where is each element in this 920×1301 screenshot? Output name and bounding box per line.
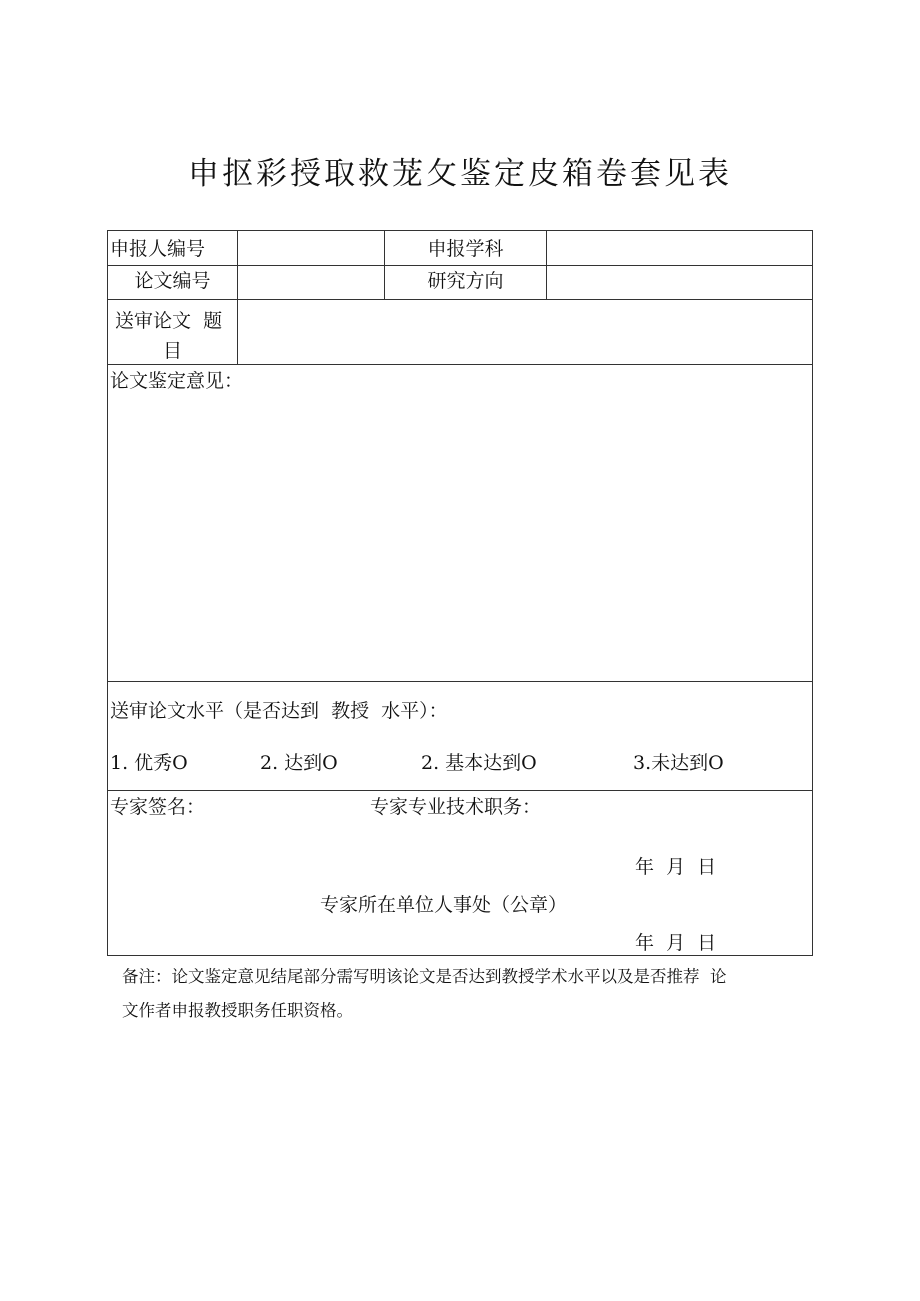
paper-number-field[interactable] [239, 267, 383, 297]
paper-title-label-cont: 目 [162, 340, 182, 362]
applicant-number-label: 申报人编号 [110, 238, 206, 260]
opinion-text-area[interactable] [110, 397, 810, 679]
applicant-number-field[interactable] [239, 234, 383, 264]
review-form-table [107, 230, 813, 956]
level-option-reached[interactable]: 2. 达到O [260, 752, 338, 774]
row-divider [108, 299, 812, 300]
level-question: 送审论文水平（是否达到 教授 水平）： [110, 700, 448, 722]
subject-label: 申报学科 [427, 238, 504, 260]
paper-number-label: 论文编号 [134, 270, 211, 292]
level-option-not-reached[interactable]: 3.未达到O [633, 752, 724, 774]
opinion-label: 论文鉴定意见： [110, 370, 244, 392]
subject-field[interactable] [548, 234, 810, 264]
column-divider [237, 231, 238, 364]
seal-date: 年 月 日 [635, 932, 717, 954]
column-divider [546, 231, 547, 299]
document-title: 申抠彩授取救茏攵鉴定皮箱卷套见表 [188, 156, 732, 192]
signature-date: 年 月 日 [635, 856, 717, 878]
research-direction-field[interactable] [548, 267, 810, 297]
paper-title-field[interactable] [239, 301, 811, 363]
remarks-line: 备注：论文鉴定意见结尾部分需写明该论文是否达到教授学术水平以及是否推荐 论 [122, 967, 727, 986]
research-direction-label: 研究方向 [427, 270, 504, 292]
expert-signature-label: 专家签名： [110, 796, 206, 818]
level-option-excellent[interactable]: 1. 优秀O [110, 752, 188, 774]
unit-seal-label: 专家所在单位人事处（公章） [320, 894, 568, 916]
row-divider [108, 790, 812, 791]
remarks-line: 文作者申报教授职务任职资格。 [122, 1001, 353, 1020]
row-divider [108, 681, 812, 682]
level-option-basically-reached[interactable]: 2. 基本达到O [421, 752, 537, 774]
paper-title-label: 送审论文 题 [115, 310, 223, 332]
expert-title-label: 专家专业技术职务： [370, 796, 542, 818]
